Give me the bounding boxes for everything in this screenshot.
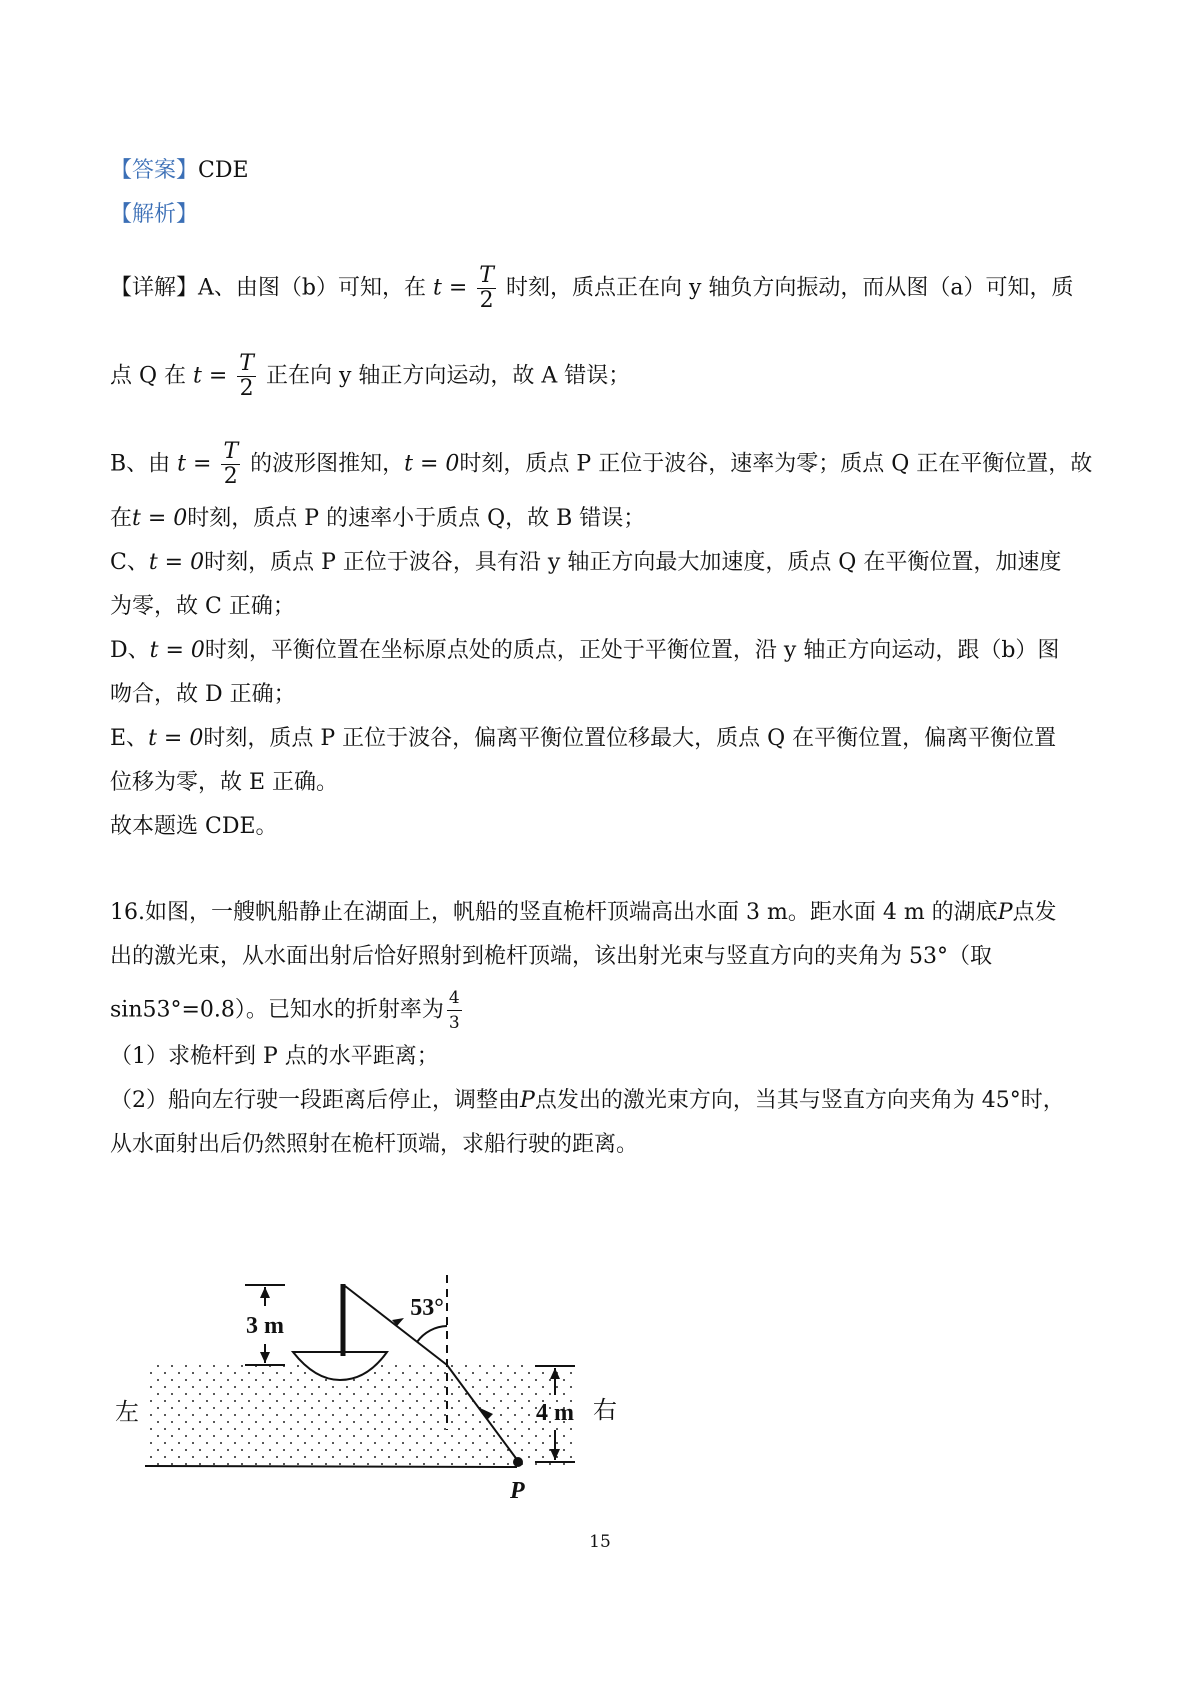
sailboat-diagram — [105, 1270, 665, 1510]
arrowhead — [260, 1287, 270, 1298]
problem-line-2: 出的激光束，从水面出射后恰好照射到桅杆顶端，该出射光束与竖直方向的夹角为 53°（取 — [110, 944, 992, 969]
question-2-line-2: 从水面射出后仍然照射在桅杆顶端，求船行驶的距离。 — [110, 1132, 639, 1157]
problem-text: （2）船向左行驶一段距离后停止，调整由 — [110, 1088, 520, 1113]
detail-line-5 — [110, 548, 1061, 578]
detail-text: 正在向 y 轴正方向运动，故 A 错误； — [265, 363, 631, 389]
label-4m: 4 m — [536, 1400, 574, 1426]
detail-line-2 — [110, 352, 630, 401]
math-t0: t = 0 — [132, 506, 188, 531]
frac-den: 3 — [448, 1013, 460, 1033]
answer-value: CDE — [198, 158, 249, 183]
detail-line-9 — [110, 724, 1056, 754]
math-eq: = — [201, 363, 235, 389]
detail-text: C、 — [110, 550, 149, 575]
detail-text: E、 — [110, 726, 149, 751]
math-t0: t = 0 — [148, 550, 205, 575]
label-left: 左 — [115, 1398, 139, 1426]
detail-tag: 【详解】 — [110, 275, 199, 301]
detail-line-3 — [110, 440, 1092, 489]
frac-num: T — [223, 439, 239, 464]
fraction-T-over-2 — [221, 440, 240, 489]
detail-line-7 — [110, 636, 1059, 666]
frac-num: T — [479, 263, 494, 288]
detail-line-4 — [110, 504, 645, 534]
label-right: 右 — [593, 1396, 617, 1424]
detail-line-6: 为零，故 C 正确； — [110, 594, 295, 619]
math-eq: = — [441, 275, 475, 301]
math-t0: t = 0 — [404, 451, 460, 477]
problem-text: sin53°=0.8）。已知水的折射率为 — [110, 997, 444, 1023]
frac-num: T — [239, 351, 254, 376]
lake-bottom-line — [145, 1466, 517, 1467]
page-number: 15 — [589, 1532, 611, 1552]
detail-text: 时刻，质点 P 正位于波谷，偏离平衡位置位移最大，质点 Q 在平衡位置，偏离平衡位置 — [203, 726, 1057, 751]
point-p: P — [520, 1088, 535, 1113]
label-3m: 3 m — [246, 1313, 284, 1339]
analysis-tag: 【解析】 — [110, 202, 199, 227]
label-p: P — [510, 1478, 525, 1504]
detail-text: B、由 — [110, 451, 171, 477]
detail-line-10: 位移为零，故 E 正确。 — [110, 770, 339, 795]
math-eq: = — [186, 451, 219, 477]
math-t0: t = 0 — [148, 726, 204, 751]
detail-text: 在 — [110, 506, 133, 531]
question-1: （1）求桅杆到 P 点的水平距离； — [110, 1044, 439, 1069]
detail-text: 时刻，质点正在向 y 轴负方向振动，而从图（a）可知，质 — [505, 275, 1074, 301]
question-2-line-1 — [110, 1086, 1065, 1116]
detail-text: 点 Q 在 — [110, 363, 187, 389]
math-t: t — [177, 451, 187, 477]
point-p: P — [997, 900, 1013, 925]
math-t: t — [193, 363, 202, 389]
problem-line-1 — [110, 898, 1057, 928]
math-t: t — [433, 275, 442, 301]
point-p-marker — [513, 1457, 523, 1467]
fraction-T-over-2 — [237, 352, 256, 401]
frac-den: 2 — [479, 288, 494, 313]
problem-text: 点发 — [1012, 900, 1057, 925]
answer-tag: 【答案】 — [110, 158, 199, 183]
detail-line-8: 吻合，故 D 正确； — [110, 682, 296, 707]
detail-conclusion: 故本题选 CDE。 — [110, 814, 278, 839]
detail-text: 时刻，平衡位置在坐标原点处的质点，正处于平衡位置，沿 y 轴正方向运动，跟（b）图 — [204, 638, 1060, 663]
problem-text: 16.如图，一艘帆船静止在湖面上，帆船的竖直桅杆顶端高出水面 3 m。距水面 4 m 的湖底 — [110, 900, 998, 925]
frac-den: 2 — [223, 464, 238, 489]
answer-line — [110, 156, 249, 186]
arrowhead — [260, 1352, 270, 1363]
fraction-4-over-3 — [447, 986, 462, 1035]
problem-text: 点发出的激光束方向，当其与竖直方向夹角为 45°时， — [534, 1088, 1065, 1113]
analysis-line — [110, 200, 198, 230]
detail-text: 时刻，质点 P 的速率小于质点 Q，故 B 错误； — [187, 506, 646, 531]
detail-text: A、由图（b）可知，在 — [198, 275, 426, 301]
problem-line-3 — [110, 986, 465, 1035]
detail-text: D、 — [110, 638, 150, 663]
detail-line-1 — [110, 264, 1074, 313]
label-angle: 53° — [410, 1295, 444, 1321]
frac-den: 2 — [239, 376, 254, 401]
angle-arc — [417, 1326, 447, 1342]
math-t0: t = 0 — [149, 638, 205, 663]
detail-text: 的波形图推知， — [250, 451, 405, 477]
detail-text: 时刻，质点 P 正位于波谷，速率为零；质点 Q 正在平衡位置，故 — [459, 451, 1093, 477]
frac-num: 4 — [447, 986, 462, 1011]
detail-text: 时刻，质点 P 正位于波谷，具有沿 y 轴正方向最大加速度，质点 Q 在平衡位置，加速度 — [204, 550, 1062, 575]
fraction-T-over-2 — [477, 264, 496, 313]
